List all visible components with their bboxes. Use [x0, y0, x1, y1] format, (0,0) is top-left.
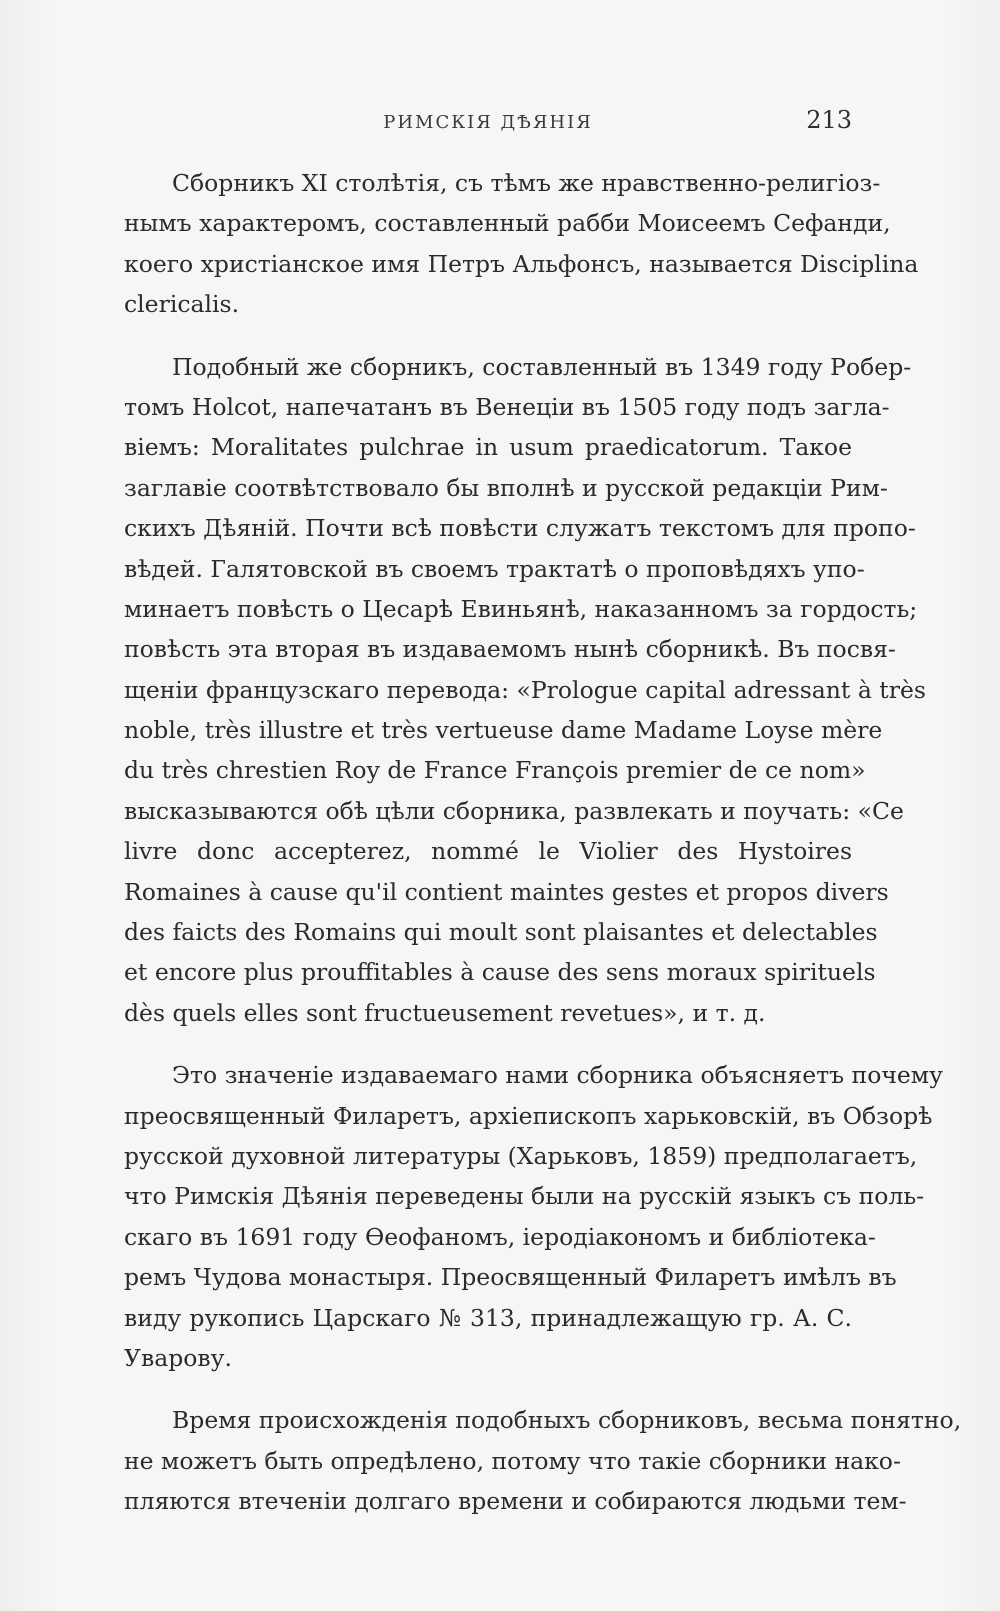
text-line: Время происхожденія подобныхъ сборниковъ, весьма понятно, — [172, 1406, 962, 1435]
text-line: clericalis. — [124, 290, 240, 319]
text-line: не можетъ быть опредѣлено, потому что такіе сборники нако- — [124, 1446, 901, 1475]
text-line: livre donc accepterez, nommé le Violier des Hystoires — [124, 837, 852, 866]
text-line: виду рукопись Царскаго № 313, принадлежащую гр. А. С. — [124, 1303, 852, 1332]
body-text — [124, 163, 962, 1522]
text-line: повѣсть эта вторая въ издаваемомъ нынѣ сборникѣ. Въ посвя- — [124, 635, 896, 664]
text-line: du très chrestien Roy de France François premier de ce nom» — [124, 756, 866, 785]
paragraph-1 — [124, 163, 919, 325]
text-line: что Римскія Дѣянія переведены были на русскій языкъ съ поль- — [124, 1182, 925, 1211]
text-line: Сборникъ XI столѣтія, съ тѣмъ же нравственно-религіоз- — [172, 169, 881, 197]
running-head — [124, 104, 852, 140]
text-line: щеніи французскаго перевода: «Prologue capital adressant à très — [124, 675, 926, 704]
text-line: et encore plus prouffitables à cause des sens moraux spirituels — [124, 958, 876, 987]
text-line: des faicts des Romains qui moult sont plaisantes et delectables — [124, 918, 878, 947]
text-line: скаго въ 1691 году Ѳеофаномъ, іеродіакономъ и библіотека- — [124, 1222, 876, 1251]
text-line: noble, très illustre et très vertueuse dame Madame Loyse mère — [124, 716, 883, 745]
page-number: 213 — [806, 106, 852, 134]
text-line: заглавіе соотвѣтствовало бы вполнѣ и русской редакціи Рим- — [124, 473, 888, 502]
text-line: нымъ характеромъ, составленный рабби Моисеемъ Сефанди, — [124, 209, 891, 238]
paragraph-3 — [124, 1055, 943, 1378]
text-line: русской духовной литературы (Харьковъ, 1859) предполагаетъ, — [124, 1141, 918, 1170]
text-line: ремъ Чудова монастыря. Преосвященный Филаретъ имѣлъ въ — [124, 1263, 897, 1292]
text-line: томъ Holcot, напечатанъ въ Венеціи въ 1505 году подъ загла- — [124, 392, 890, 421]
text-line: скихъ Дѣяній. Почти всѣ повѣсти служатъ текстомъ для пропо- — [124, 514, 916, 543]
text-line: Уварову. — [124, 1343, 232, 1372]
text-line: віемъ: Moralitates pulchrae in usum praedicatorum. Такое — [124, 433, 852, 462]
text-line: Подобный же сборникъ, составленный въ 1349 году Робер- — [172, 352, 912, 381]
text-line: вѣдей. Галятовской въ своемъ трактатѣ о проповѣдяхъ упо- — [124, 554, 865, 583]
running-title: РИМСКІЯ ДѢЯНІЯ — [383, 112, 593, 133]
text-line: Romaines à cause qu'il contient maintes gestes et propos divers — [124, 877, 889, 906]
text-line: пляются втеченіи долгаго времени и собираются людьми тем- — [124, 1487, 907, 1516]
paragraph-2 — [124, 347, 926, 1034]
paragraph-4 — [124, 1400, 962, 1521]
text-line: преосвященный Филаретъ, архіепископъ харьковскій, въ Обзорѣ — [124, 1101, 933, 1130]
text-line: минаетъ повѣсть о Цесарѣ Евиньянѣ, наказанномъ за гордость; — [124, 594, 918, 623]
text-line: коего христіанское имя Петръ Альфонсъ, называется Disciplina — [124, 249, 919, 278]
text-line: dès quels elles sont fructueusement revetues», и т. д. — [124, 998, 766, 1027]
text-line: высказываются обѣ цѣли сборника, развлекать и поучать: «Ce — [124, 796, 904, 825]
text-line: Это значеніе издаваемаго нами сборника объясняетъ почему — [172, 1061, 943, 1090]
